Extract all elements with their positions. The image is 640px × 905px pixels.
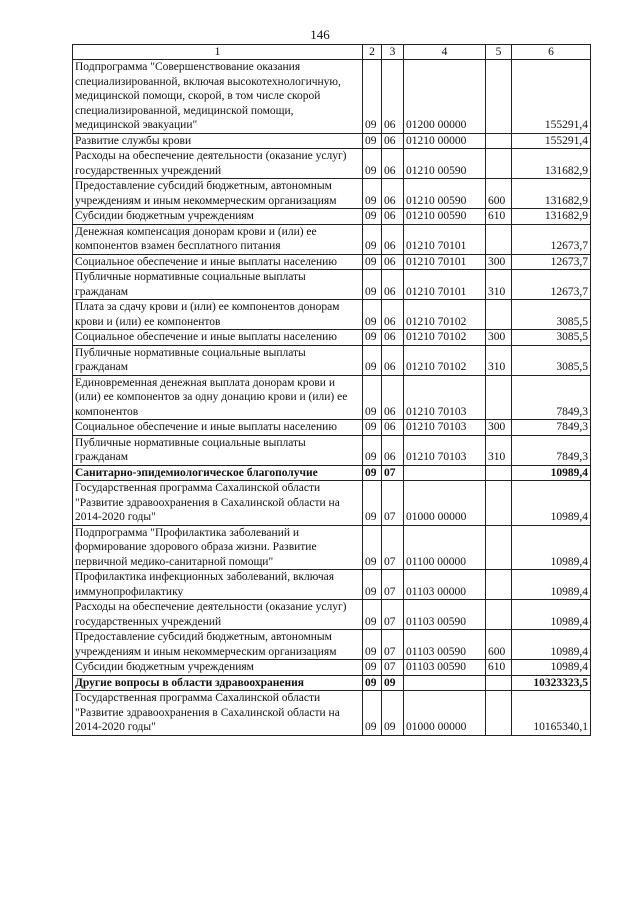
expense-name-cell: Государственная программа Сахалинской области "Развитие здравоохранения в Сахалинской области на 2014-2020 годы" <box>73 691 363 736</box>
subsection-code-cell: 06 <box>382 179 404 209</box>
target-item-code-cell: 01210 70101 <box>404 254 486 270</box>
expense-name-cell: Субсидии бюджетным учреждениям <box>73 660 363 676</box>
table-row <box>73 435 591 465</box>
amount-cell: 155291,4 <box>512 60 591 134</box>
target-item-code-cell: 01103 00000 <box>404 570 486 600</box>
table-row <box>73 630 591 660</box>
amount-cell: 10989,4 <box>512 660 591 676</box>
subsection-code-cell: 06 <box>382 209 404 225</box>
section-code-cell: 09 <box>363 630 382 660</box>
expense-name-cell: Предоставление субсидий бюджетным, автономным учреждениям и иным некоммерческим организациям <box>73 630 363 660</box>
budget-table <box>72 44 591 736</box>
subsection-code-cell: 06 <box>382 133 404 149</box>
table-row <box>73 420 591 436</box>
target-item-code-cell: 01210 70103 <box>404 420 486 436</box>
section-code-cell: 09 <box>363 330 382 346</box>
section-code-cell: 09 <box>363 375 382 420</box>
expense-type-code-cell: 610 <box>486 209 512 225</box>
target-item-code-cell: 01210 70102 <box>404 345 486 375</box>
amount-cell: 3085,5 <box>512 330 591 346</box>
section-code-cell: 09 <box>363 133 382 149</box>
subsection-code-cell: 06 <box>382 345 404 375</box>
amount-cell: 131682,9 <box>512 179 591 209</box>
expense-type-code-cell: 600 <box>486 179 512 209</box>
amount-cell: 131682,9 <box>512 209 591 225</box>
expense-type-code-cell <box>486 300 512 330</box>
expense-type-code-cell: 310 <box>486 435 512 465</box>
target-item-code-cell: 01103 00590 <box>404 660 486 676</box>
column-header: 3 <box>382 45 404 60</box>
subsection-code-cell: 06 <box>382 420 404 436</box>
expense-type-code-cell: 310 <box>486 345 512 375</box>
subsection-code-cell: 07 <box>382 465 404 481</box>
expense-type-code-cell <box>486 570 512 600</box>
amount-cell: 10989,4 <box>512 600 591 630</box>
column-header: 5 <box>486 45 512 60</box>
subsection-code-cell: 09 <box>382 675 404 691</box>
expense-name-cell: Профилактика инфекционных заболеваний, включая иммунопрофилактику <box>73 570 363 600</box>
expense-name-cell: Единовременная денежная выплата донорам крови и (или) ее компонентов за одну донацию крови и (или) ее компонентов <box>73 375 363 420</box>
amount-cell: 155291,4 <box>512 133 591 149</box>
expense-type-code-cell: 300 <box>486 330 512 346</box>
expense-name-cell: Расходы на обеспечение деятельности (оказание услуг) государственных учреждений <box>73 149 363 179</box>
expense-type-code-cell <box>486 675 512 691</box>
target-item-code-cell: 01210 70101 <box>404 270 486 300</box>
target-item-code-cell: 01200 00000 <box>404 60 486 134</box>
expense-type-code-cell <box>486 691 512 736</box>
amount-cell: 10165340,1 <box>512 691 591 736</box>
subsection-code-cell: 07 <box>382 660 404 676</box>
table-row <box>73 179 591 209</box>
target-item-code-cell: 01210 00590 <box>404 209 486 225</box>
table-row <box>73 209 591 225</box>
amount-cell: 12673,7 <box>512 224 591 254</box>
expense-name-cell: Субсидии бюджетным учреждениям <box>73 209 363 225</box>
expense-name-cell: Публичные нормативные социальные выплаты гражданам <box>73 345 363 375</box>
expense-type-code-cell: 300 <box>486 420 512 436</box>
section-code-cell: 09 <box>363 525 382 570</box>
amount-cell: 10989,4 <box>512 465 591 481</box>
table-row <box>73 481 591 526</box>
expense-type-code-cell <box>486 600 512 630</box>
target-item-code-cell: 01210 70102 <box>404 330 486 346</box>
expense-type-code-cell <box>486 60 512 134</box>
amount-cell: 7849,3 <box>512 375 591 420</box>
expense-name-cell: Расходы на обеспечение деятельности (оказание услуг) государственных учреждений <box>73 600 363 630</box>
section-code-cell: 09 <box>363 600 382 630</box>
page-number: 146 <box>310 27 330 42</box>
subsection-code-cell: 06 <box>382 435 404 465</box>
section-code-cell: 09 <box>363 179 382 209</box>
expense-type-code-cell: 300 <box>486 254 512 270</box>
target-item-code-cell: 01210 70103 <box>404 435 486 465</box>
section-code-cell: 09 <box>363 270 382 300</box>
expense-name-cell: Социальное обеспечение и иные выплаты населению <box>73 330 363 346</box>
target-item-code-cell <box>404 675 486 691</box>
subsection-code-cell: 07 <box>382 630 404 660</box>
section-code-cell: 09 <box>363 481 382 526</box>
table-row <box>73 570 591 600</box>
table-row <box>73 133 591 149</box>
expense-name-cell: Предоставление субсидий бюджетным, автономным учреждениям и иным некоммерческим организациям <box>73 179 363 209</box>
table-row <box>73 375 591 420</box>
expense-name-cell: Подпрограмма "Совершенствование оказания специализированной, включая высокотехнологичную, медицинской помощи, скорой, в том числе скорой специализированной, медицинской помощи, медицинской эвакуации" <box>73 60 363 134</box>
section-code-cell: 09 <box>363 300 382 330</box>
table-row <box>73 270 591 300</box>
subsection-code-cell: 06 <box>382 254 404 270</box>
table-row <box>73 525 591 570</box>
section-code-cell: 09 <box>363 675 382 691</box>
subsection-code-cell: 06 <box>382 149 404 179</box>
section-code-cell: 09 <box>363 465 382 481</box>
amount-cell: 3085,5 <box>512 345 591 375</box>
subsection-code-cell: 07 <box>382 525 404 570</box>
expense-name-cell: Публичные нормативные социальные выплаты гражданам <box>73 435 363 465</box>
subsection-code-cell: 06 <box>382 224 404 254</box>
column-header: 4 <box>404 45 486 60</box>
table-row <box>73 465 591 481</box>
section-code-cell: 09 <box>363 254 382 270</box>
target-item-code-cell: 01210 00590 <box>404 179 486 209</box>
expense-name-cell: Развитие службы крови <box>73 133 363 149</box>
expense-type-code-cell <box>486 375 512 420</box>
section-code-cell: 09 <box>363 60 382 134</box>
section-code-cell: 09 <box>363 209 382 225</box>
expense-type-code-cell: 610 <box>486 660 512 676</box>
amount-cell: 7849,3 <box>512 435 591 465</box>
section-code-cell: 09 <box>363 345 382 375</box>
subsection-code-cell: 09 <box>382 691 404 736</box>
subsection-code-cell: 07 <box>382 570 404 600</box>
table-row <box>73 300 591 330</box>
target-item-code-cell: 01210 70102 <box>404 300 486 330</box>
amount-cell: 12673,7 <box>512 270 591 300</box>
section-code-cell: 09 <box>363 420 382 436</box>
expense-type-code-cell: 310 <box>486 270 512 300</box>
target-item-code-cell: 01210 00000 <box>404 133 486 149</box>
amount-cell: 10989,4 <box>512 570 591 600</box>
amount-cell: 10323323,5 <box>512 675 591 691</box>
subsection-code-cell: 06 <box>382 375 404 420</box>
amount-cell: 10989,4 <box>512 525 591 570</box>
table-row <box>73 660 591 676</box>
table-row <box>73 345 591 375</box>
table-row <box>73 224 591 254</box>
section-code-cell: 09 <box>363 149 382 179</box>
amount-cell: 3085,5 <box>512 300 591 330</box>
expense-name-cell: Социальное обеспечение и иные выплаты населению <box>73 254 363 270</box>
target-item-code-cell: 01103 00590 <box>404 600 486 630</box>
column-header: 6 <box>512 45 591 60</box>
expense-name-cell: Плата за сдачу крови и (или) ее компонентов донорам крови и (или) ее компонентов <box>73 300 363 330</box>
expense-type-code-cell <box>486 465 512 481</box>
target-item-code-cell: 01000 00000 <box>404 481 486 526</box>
subsection-code-cell: 06 <box>382 300 404 330</box>
expense-name-cell: Денежная компенсация донорам крови и (или) ее компонентов взамен бесплатного питания <box>73 224 363 254</box>
subsection-code-cell: 07 <box>382 600 404 630</box>
table-row <box>73 149 591 179</box>
expense-type-code-cell <box>486 149 512 179</box>
target-item-code-cell <box>404 465 486 481</box>
amount-cell: 12673,7 <box>512 254 591 270</box>
section-code-cell: 09 <box>363 570 382 600</box>
table-row <box>73 691 591 736</box>
target-item-code-cell: 01210 00590 <box>404 149 486 179</box>
amount-cell: 7849,3 <box>512 420 591 436</box>
expense-name-cell: Подпрограмма "Профилактика заболеваний и формирование здорового образа жизни. Развитие первичной медико-санитарной помощи" <box>73 525 363 570</box>
table-row <box>73 330 591 346</box>
target-item-code-cell: 01210 70103 <box>404 375 486 420</box>
expense-type-code-cell <box>486 525 512 570</box>
expense-name-cell: Другие вопросы в области здравоохранения <box>73 675 363 691</box>
column-header: 2 <box>363 45 382 60</box>
table-row <box>73 254 591 270</box>
section-code-cell: 09 <box>363 660 382 676</box>
expense-type-code-cell <box>486 481 512 526</box>
column-header: 1 <box>73 45 363 60</box>
subsection-code-cell: 06 <box>382 270 404 300</box>
expense-type-code-cell <box>486 133 512 149</box>
table-body <box>73 60 591 736</box>
subsection-code-cell: 07 <box>382 481 404 526</box>
amount-cell: 10989,4 <box>512 630 591 660</box>
amount-cell: 131682,9 <box>512 149 591 179</box>
subsection-code-cell: 06 <box>382 60 404 134</box>
section-code-cell: 09 <box>363 224 382 254</box>
subsection-code-cell: 06 <box>382 330 404 346</box>
section-code-cell: 09 <box>363 691 382 736</box>
target-item-code-cell: 01000 00000 <box>404 691 486 736</box>
table-row <box>73 600 591 630</box>
amount-cell: 10989,4 <box>512 481 591 526</box>
target-item-code-cell: 01210 70101 <box>404 224 486 254</box>
table-row <box>73 60 591 134</box>
section-code-cell: 09 <box>363 435 382 465</box>
expense-type-code-cell <box>486 224 512 254</box>
table-row <box>73 675 591 691</box>
expense-name-cell: Публичные нормативные социальные выплаты гражданам <box>73 270 363 300</box>
target-item-code-cell: 01100 00000 <box>404 525 486 570</box>
expense-name-cell: Государственная программа Сахалинской области "Развитие здравоохранения в Сахалинской области на 2014-2020 годы" <box>73 481 363 526</box>
expense-name-cell: Санитарно-эпидемиологическое благополучие <box>73 465 363 481</box>
target-item-code-cell: 01103 00590 <box>404 630 486 660</box>
expense-type-code-cell: 600 <box>486 630 512 660</box>
table-header-row <box>73 45 591 60</box>
expense-name-cell: Социальное обеспечение и иные выплаты населению <box>73 420 363 436</box>
